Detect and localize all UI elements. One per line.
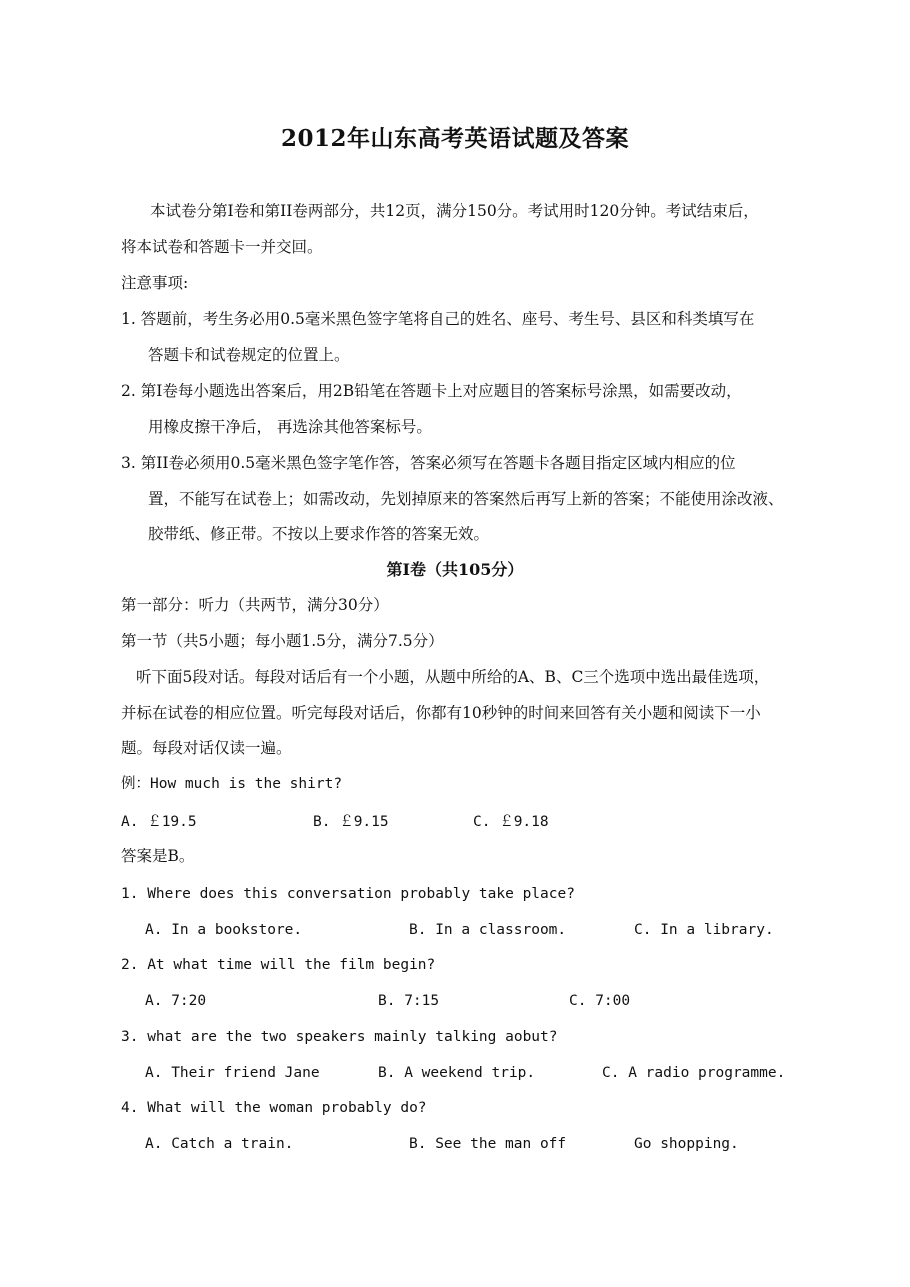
instructions-line-3: 题。每段对话仅读一遍。 xyxy=(121,739,292,757)
question-4-option-a: A. Catch a train. xyxy=(145,1136,294,1152)
note-2-line-1: 2. 第Ⅰ卷每小题选出答案后，用2B铅笔在答题卡上对应题目的答案标号涂黑，如需要改动， xyxy=(121,382,742,400)
question-3-option-c: C. A radio programme. xyxy=(602,1065,786,1081)
note-3-line-2: 置，不能写在试卷上；如需改动，先划掉原来的答案然后再写上新的答案；不能使用涂改液、 xyxy=(148,490,784,508)
example-option-b: B. ￡9.15 xyxy=(313,814,389,830)
intro-line-1: 本试卷分第Ⅰ卷和第II卷两部分，共12页，满分150分。考试用时120分钟。考试结束后， xyxy=(150,202,759,220)
example-option-a: A. ￡19.5 xyxy=(121,814,197,830)
question-1: 1. Where does this conversation probably take place? xyxy=(121,886,575,902)
note-2-line-2: 用橡皮擦干净后， 再选涂其他答案标号。 xyxy=(148,418,432,436)
notes-heading: 注意事项: xyxy=(121,274,189,292)
part-one-heading: 第一部分：听力（共两节，满分30分） xyxy=(121,596,389,614)
question-2-option-a: A. 7:20 xyxy=(145,993,207,1009)
note-3-line-3: 胶带纸、修正带。不按以上要求作答的答案无效。 xyxy=(148,525,490,543)
section-title: 第Ⅰ卷（共105分） xyxy=(386,560,524,579)
question-3-option-a: A. Their friend Jane xyxy=(145,1065,320,1081)
note-1-line-1: 1. 答题前，考生务必用0.5毫米黑色签字笔将自己的姓名、座号、考生号、县区和科类填写在 xyxy=(121,310,755,328)
question-2-option-b: B. 7:15 xyxy=(378,993,440,1009)
question-1-option-a: A. In a bookstore. xyxy=(145,922,303,938)
example-option-c: C. ￡9.18 xyxy=(473,814,549,830)
question-1-option-c: C. In a library. xyxy=(634,922,774,938)
example-question: 例：How much is the shirt? xyxy=(121,776,343,792)
question-3: 3. what are the two speakers mainly talking aobut? xyxy=(121,1029,558,1045)
question-1-option-b: B. In a classroom. xyxy=(409,922,567,938)
note-3-line-1: 3. 第II卷必须用0.5毫米黑色签字笔作答，答案必须写在答题卡各题目指定区域内相应的位 xyxy=(121,454,736,472)
question-4-option-b: B. See the man off xyxy=(409,1136,567,1152)
note-1-line-2: 答题卡和试卷规定的位置上。 xyxy=(148,346,350,364)
instructions-line-1: 听下面5段对话。每段对话后有一个小题，从题中所给的A、B、C三个选项中选出最佳选项， xyxy=(136,668,770,686)
intro-line-2: 将本试卷和答题卡一并交回。 xyxy=(121,238,323,256)
question-2-option-c: C. 7:00 xyxy=(569,993,631,1009)
question-4-option-c: Go shopping. xyxy=(634,1136,739,1152)
question-4: 4. What will the woman probably do? xyxy=(121,1100,427,1116)
question-2: 2. At what time will the film begin? xyxy=(121,957,436,973)
section-one-heading: 第一节（共5小题；每小题1.5分，满分7.5分） xyxy=(121,632,444,650)
instructions-line-2: 并标在试卷的相应位置。听完每段对话后，你都有10秒钟的时间来回答有关小题和阅读下一小 xyxy=(121,704,761,722)
example-answer: 答案是B。 xyxy=(121,847,195,865)
question-3-option-b: B. A weekend trip. xyxy=(378,1065,536,1081)
page-title: 2012年山东高考英语试题及答案 xyxy=(280,125,629,152)
